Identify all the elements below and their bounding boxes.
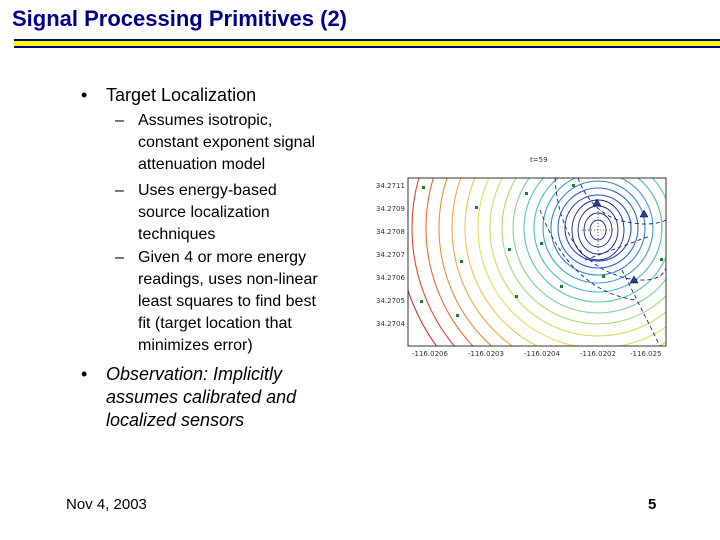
footer-date: Nov 4, 2003 [66, 496, 147, 513]
sub-bullet-line: Assumes isotropic, [138, 112, 273, 129]
localization-contour-plot [360, 150, 672, 362]
sub-bullet-marker: – [115, 182, 124, 199]
contour-line [543, 173, 653, 283]
y-tick-label: 34.2708 [376, 228, 405, 236]
sensor-marker [572, 184, 575, 187]
sub-bullet-marker: – [115, 249, 124, 266]
sub-bullet-line: source localization [138, 204, 270, 221]
sensor-marker [456, 314, 459, 317]
x-tick-label: -116.0202 [580, 350, 616, 358]
bullet-line: assumes calibrated and [106, 387, 297, 407]
sensor-marker [602, 275, 605, 278]
page-number: 5 [648, 496, 657, 513]
y-tick-label: 34.2704 [376, 320, 405, 328]
plot-axes-box [408, 178, 666, 346]
sub-bullet-line: least squares to find best [138, 293, 316, 310]
sub-bullet-line: techniques [138, 226, 216, 243]
contour-lines [398, 150, 672, 362]
sub-bullet-attenuation-model [115, 110, 316, 176]
sensor-marker [515, 295, 518, 298]
sensor-marker [420, 300, 423, 303]
sub-bullet-line: Uses energy-based [138, 182, 277, 199]
y-axis-ticks [376, 182, 405, 328]
sensor-marker [460, 260, 463, 263]
sub-bullet-least-squares [115, 247, 318, 357]
sub-bullet-line: readings, uses non-linear [138, 271, 318, 288]
target-marker [640, 210, 648, 217]
bullet-observation [81, 363, 297, 432]
sensor-marker [422, 186, 425, 189]
x-tick-label: -116.0206 [412, 350, 448, 358]
sub-bullet-marker: – [115, 112, 124, 129]
sensor-marker [660, 258, 663, 261]
dashed-boundary [540, 210, 635, 300]
x-axis-ticks [412, 350, 661, 358]
contour-line [513, 150, 672, 313]
x-tick-label: -116.0204 [524, 350, 560, 358]
slide-title: Signal Processing Primitives (2) [12, 6, 348, 31]
title-underline-bar [0, 39, 720, 48]
sensor-marker [540, 242, 543, 245]
sensor-marker [525, 192, 528, 195]
y-tick-label: 34.2711 [376, 182, 405, 190]
sensor-marker [560, 285, 563, 288]
y-tick-label: 34.2709 [376, 205, 405, 213]
y-tick-label: 34.2706 [376, 274, 405, 282]
bullet-marker: • [81, 85, 88, 105]
sub-bullet-energy-based [115, 180, 277, 246]
sub-bullet-line: fit (target location that [138, 315, 292, 332]
bullet-line: localized sensors [106, 410, 245, 430]
bullet-target-localization [81, 84, 257, 107]
y-tick-label: 34.2707 [376, 251, 405, 259]
y-tick-label: 34.2705 [376, 297, 405, 305]
bullet-line: Observation: Implicitly [106, 364, 283, 384]
x-tick-label: -116.0203 [468, 350, 504, 358]
contour-plot-svg [360, 150, 672, 362]
bullet-marker: • [81, 364, 88, 384]
sub-bullet-line: constant exponent signal [138, 134, 316, 151]
sub-bullet-line: Given 4 or more energy [138, 249, 307, 266]
sensor-marker [475, 206, 478, 209]
plot-title: t=59 [530, 156, 548, 164]
sub-bullet-line: attenuation model [138, 156, 266, 173]
sensor-marker [508, 248, 511, 251]
contour-line [478, 150, 672, 348]
sub-bullet-line: minimizes error) [138, 337, 253, 354]
bullet-text: Target Localization [106, 85, 257, 105]
contour-line [534, 164, 662, 292]
x-tick-label: -116.025 [630, 350, 662, 358]
